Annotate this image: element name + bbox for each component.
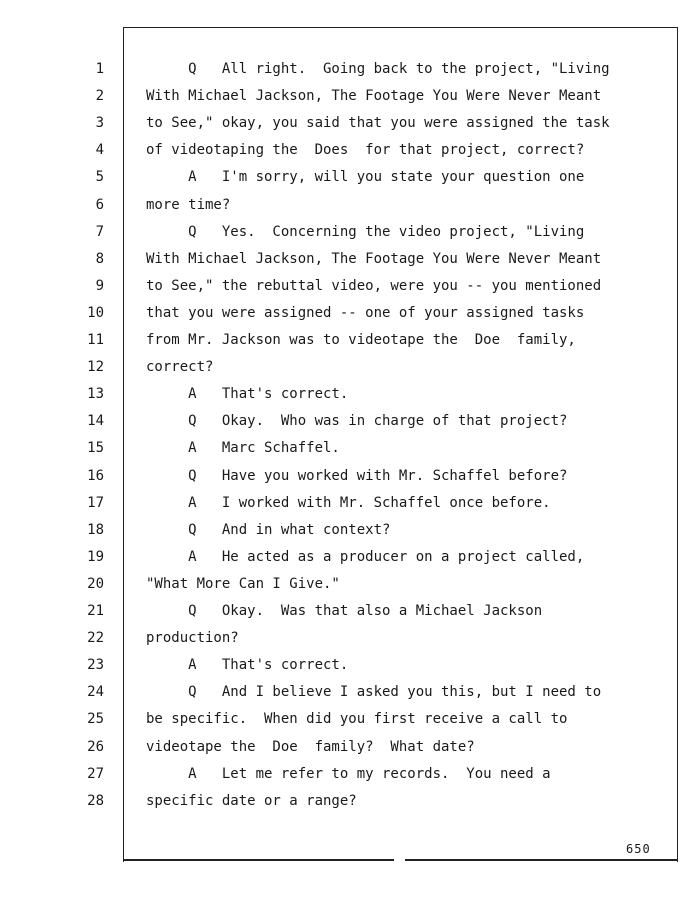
transcript-line: to See," okay, you said that you were assigned the task [146, 115, 610, 132]
transcript-line: "What More Can I Give." [146, 575, 340, 592]
line-number: 17 [87, 494, 104, 511]
transcript-line: A Marc Schaffel. [146, 440, 340, 457]
line-number: 8 [95, 250, 104, 267]
transcript-line: Q Have you worked with Mr. Schaffel before? [146, 467, 568, 484]
line-number: 6 [95, 196, 104, 213]
transcript-line: Q All right. Going back to the project, "Living [146, 61, 610, 77]
transcript-line: to See," the rebuttal video, were you -- you mentioned [146, 277, 602, 294]
line-number: 13 [87, 386, 104, 403]
bottom-rule-right [405, 859, 677, 861]
transcript-line: from Mr. Jackson was to videotape the Doe family, [146, 332, 576, 348]
transcript-line: Q Okay. Was that also a Michael Jackson [146, 603, 543, 619]
line-number: 23 [87, 657, 104, 674]
line-number: 27 [87, 765, 104, 782]
transcript-line: videotape the Doe family? What date? [146, 738, 475, 755]
line-number: 20 [87, 575, 104, 592]
bottom-rule-left [123, 859, 394, 861]
line-number: 2 [95, 88, 104, 105]
transcript-line: specific date or a range? [146, 792, 357, 809]
line-number: 19 [87, 548, 104, 565]
transcript-line: A Let me refer to my records. You need a [146, 765, 551, 782]
page-number: 650 [626, 842, 651, 856]
transcript-line: Q Yes. Concerning the video project, "Living [146, 223, 585, 240]
line-number: 18 [87, 521, 104, 538]
transcript-line: With Michael Jackson, The Footage You Were Never Meant [146, 88, 602, 105]
transcript-line: A I'm sorry, will you state your question one [146, 169, 585, 186]
line-number: 21 [87, 603, 104, 619]
line-number: 3 [95, 115, 104, 132]
transcript-line: more time? [146, 196, 231, 213]
line-number: 5 [95, 169, 104, 186]
line-number: 1 [95, 61, 104, 77]
line-number: 9 [95, 277, 104, 294]
transcript-line: be specific. When did you first receive a call to [146, 711, 568, 728]
line-number: 26 [87, 738, 104, 755]
line-number: 24 [87, 684, 104, 701]
line-number: 16 [87, 467, 104, 484]
line-number: 7 [95, 223, 104, 240]
line-number: 15 [87, 440, 104, 457]
line-number: 25 [87, 711, 104, 728]
line-number: 22 [87, 630, 104, 647]
transcript-line: that you were assigned -- one of your assigned tasks [146, 304, 585, 321]
transcript-line: production? [146, 630, 239, 647]
transcript-line: A That's correct. [146, 386, 349, 403]
line-number: 28 [87, 792, 104, 809]
line-number: 12 [87, 359, 104, 376]
transcript-line: A He acted as a producer on a project called, [146, 548, 585, 565]
transcript-line: correct? [146, 359, 214, 376]
line-number: 10 [87, 304, 104, 321]
line-number: 4 [95, 142, 104, 159]
transcript-line: A I worked with Mr. Schaffel once before. [146, 494, 551, 511]
transcript-line: A That's correct. [146, 657, 349, 674]
line-number: 14 [87, 413, 104, 430]
line-number: 11 [87, 332, 104, 348]
transcript-line: Q And in what context? [146, 521, 391, 538]
transcript-line: Q And I believe I asked you this, but I need to [146, 684, 602, 701]
transcript-line: With Michael Jackson, The Footage You Were Never Meant [146, 250, 602, 267]
transcript-line: of videotaping the Does for that project, correct? [146, 142, 585, 159]
transcript-line: Q Okay. Who was in charge of that project? [146, 413, 568, 430]
